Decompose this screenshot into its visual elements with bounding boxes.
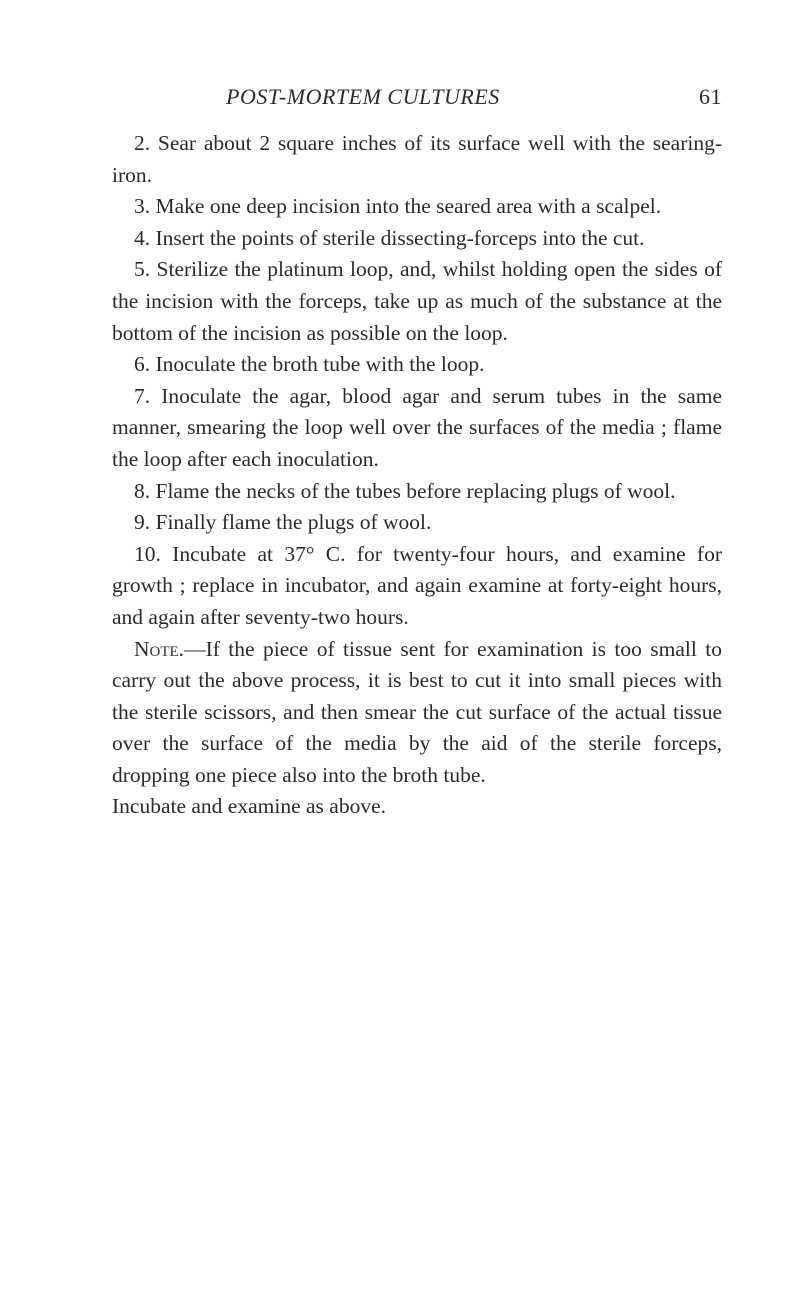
note-paragraph [112, 634, 722, 792]
step-3: 3. Make one deep incision into the seared area with a scalpel. [134, 194, 662, 219]
step-4: 4. Insert the points of sterile dissecting-forceps into the cut. [134, 225, 645, 250]
step-6: 6. Inoculate the broth tube with the loop. [134, 352, 485, 377]
closing-line: Incubate and examine as above. [112, 794, 386, 819]
note-label: Note. [134, 636, 185, 661]
step-7: 7. Inoculate the agar, blood agar and serum tubes in the same manner, smearing the loop well over the surfaces of the media ; flame the loop after each inoculation. [112, 383, 722, 471]
note-text: —If the piece of tissue sent for examination is too small to carry out the above process, it is best to cut it into small pieces with the sterile scissors, and then smear the cut surface of the actual tissue over the surface of the media by the aid of the sterile forceps, dropping one piece also into the broth tube. [112, 636, 722, 787]
page-number: 61 [699, 84, 722, 109]
running-title: POST-MORTEM CULTURES [226, 84, 500, 109]
body-text [112, 128, 722, 823]
step-10: 10. Incubate at 37° C. for twenty-four hours, and examine for growth ; replace in incubator, and again examine at forty-eight hours, and again after seventy-two hours. [112, 541, 722, 629]
running-head [112, 78, 722, 114]
step-8: 8. Flame the necks of the tubes before replacing plugs of wool. [134, 478, 676, 503]
step-9: 9. Finally flame the plugs of wool. [134, 510, 432, 535]
book-page [112, 78, 722, 823]
step-2: 2. Sear about 2 square inches of its surface well with the searing-iron. [112, 131, 722, 187]
step-5: 5. Sterilize the platinum loop, and, whilst holding open the sides of the incision with the forceps, take up as much of the substance at the bottom of the incision as possible on the loop. [112, 257, 722, 345]
